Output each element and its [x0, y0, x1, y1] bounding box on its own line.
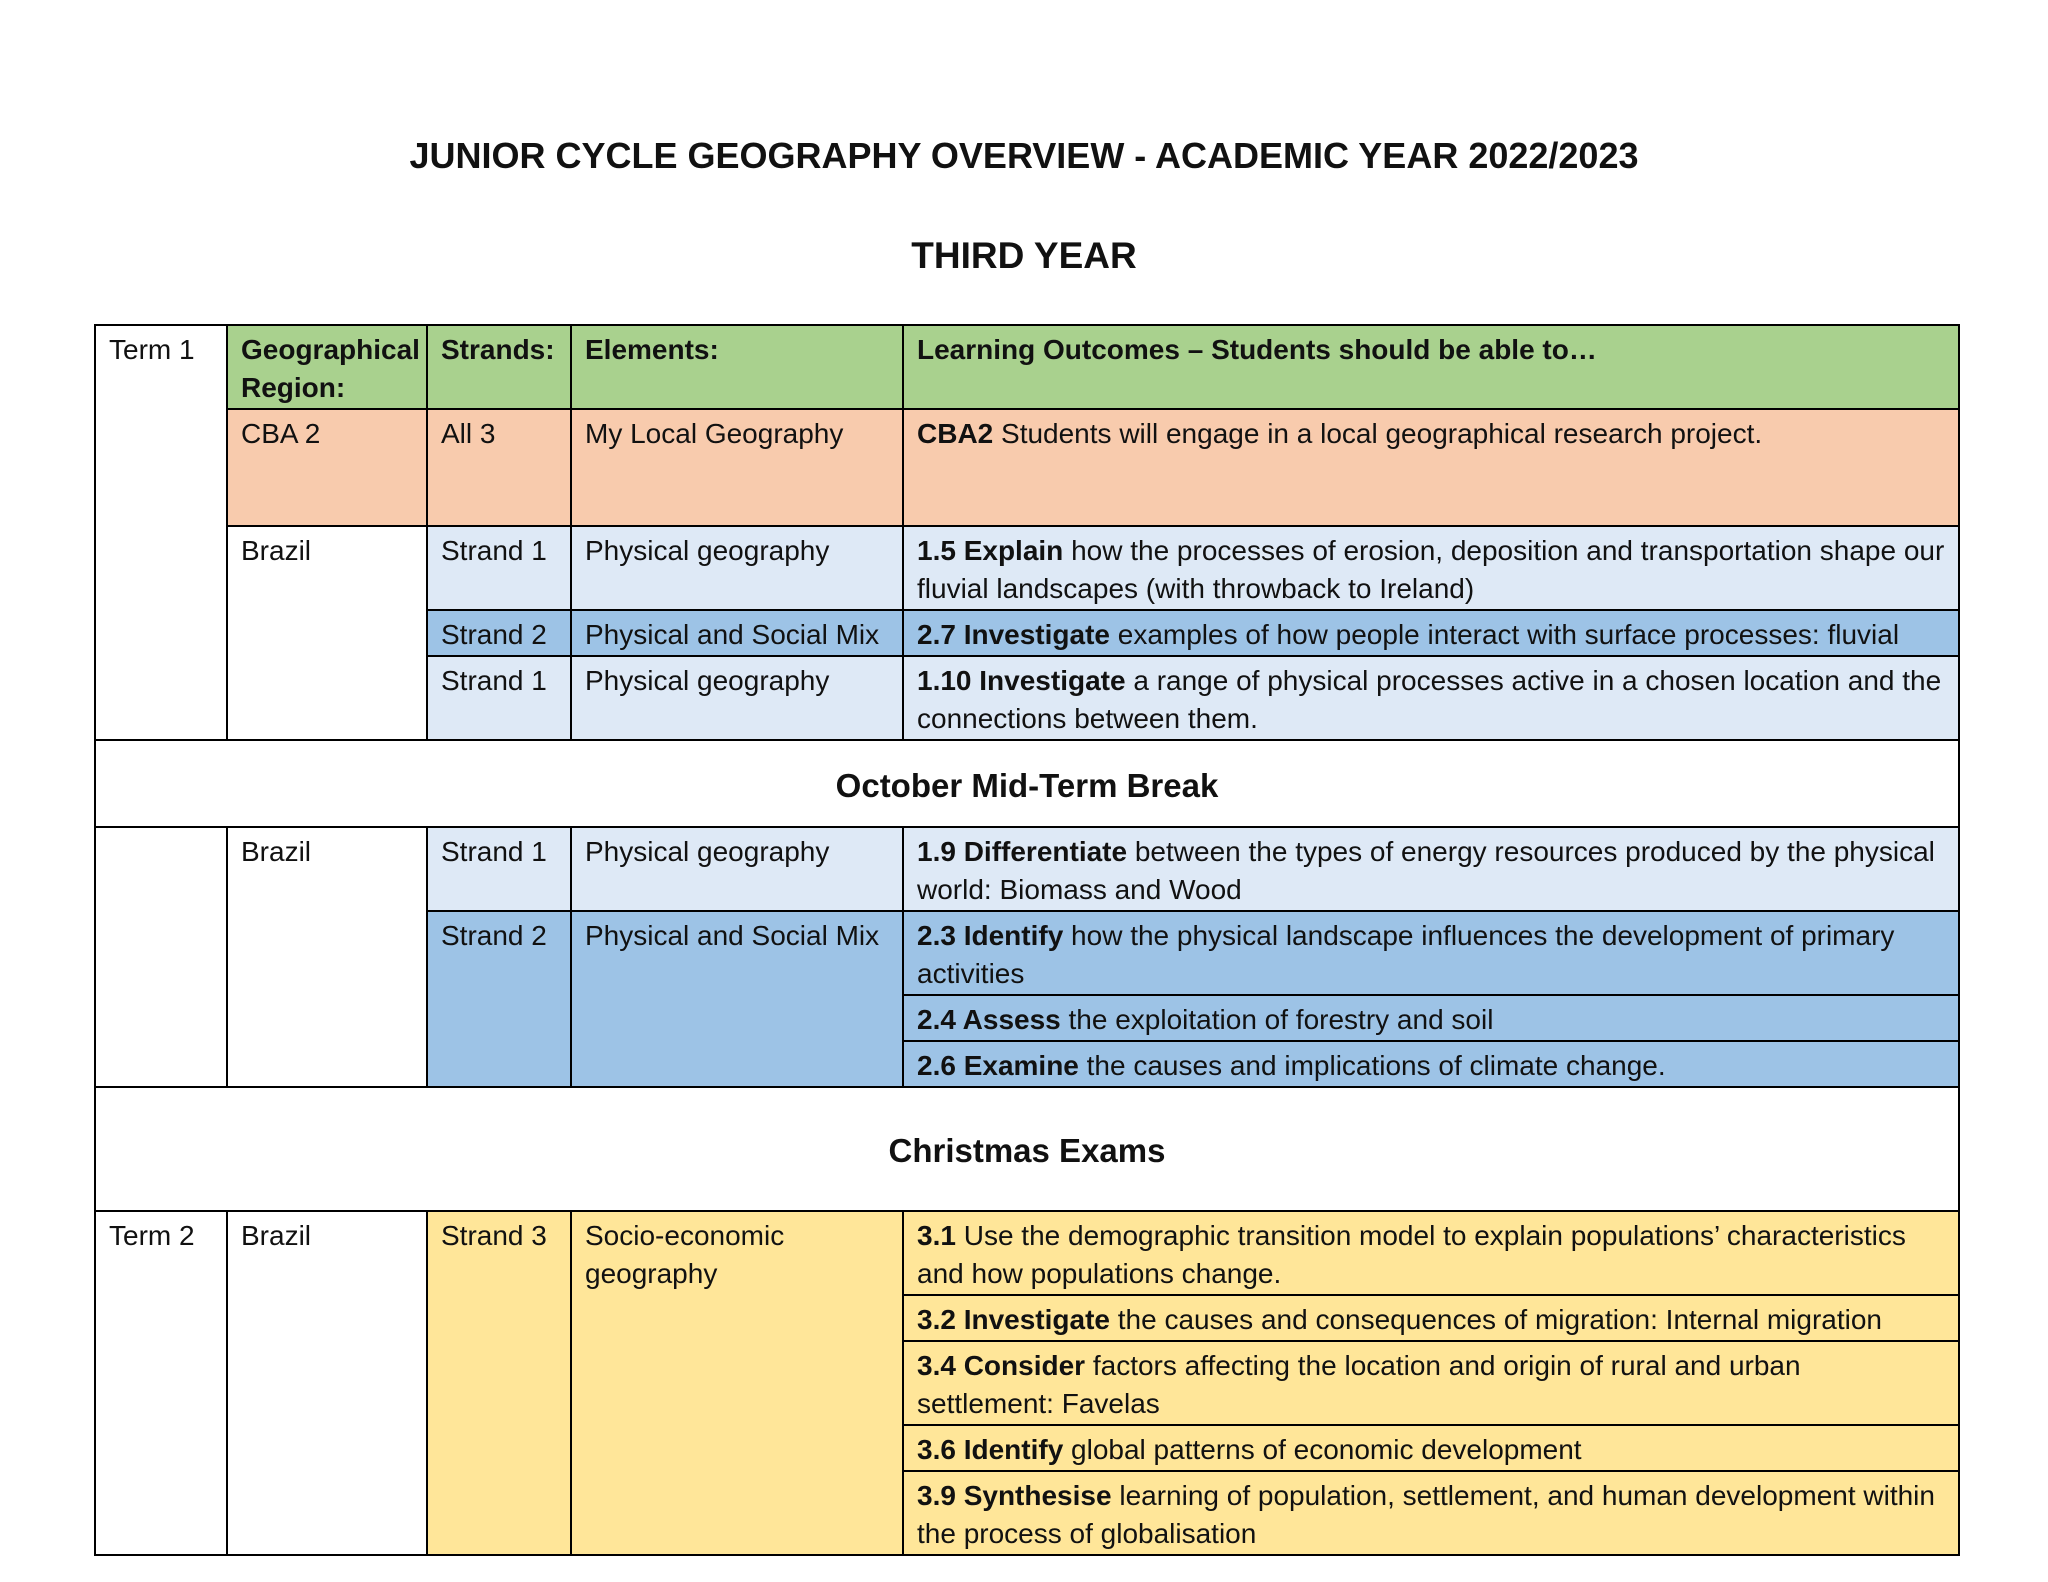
outcome-code: 3.4 Consider [917, 1350, 1086, 1381]
outcome-text: the causes and implications of climate change. [1078, 1050, 1666, 1081]
outcome-code: 3.9 Synthesise [917, 1480, 1112, 1511]
outcome-cell [903, 409, 1959, 526]
region-cell: Brazil [227, 1211, 427, 1555]
term-2-cell: Term 2 [95, 1211, 227, 1555]
outcome-code: 1.10 Investigate [917, 665, 1126, 696]
outcome-cell [903, 911, 1959, 995]
outcome-cell [903, 1211, 1959, 1295]
break-row [95, 1087, 1959, 1211]
header-strands: Strands: [427, 325, 571, 409]
outcome-code: 2.4 Assess [917, 1004, 1061, 1035]
outcome-text: the exploitation of forestry and soil [1060, 1004, 1494, 1035]
outcome-cell [903, 827, 1959, 911]
outcome-code: 1.5 Explain [917, 535, 1064, 566]
table-row [95, 526, 1959, 610]
strand-cell: Strand 1 [427, 827, 571, 911]
element-cell: Physical and Social Mix [571, 610, 903, 656]
region-cell: CBA 2 [227, 409, 427, 526]
strand-cell: Strand 3 [427, 1211, 571, 1555]
october-break-label: October Mid-Term Break [95, 740, 1959, 827]
region-cell: Brazil [227, 827, 427, 1087]
element-cell: Physical geography [571, 656, 903, 740]
outcome-text: Students will engage in a local geographical research project. [993, 418, 1763, 449]
outcome-code: 1.9 Differentiate [917, 836, 1128, 867]
outcome-text: examples of how people interact with surface processes: fluvial [1109, 619, 1900, 650]
outcome-cell [903, 1341, 1959, 1425]
element-cell: Physical geography [571, 827, 903, 911]
outcome-cell [903, 995, 1959, 1041]
outcome-text: a range of physical processes active in a chosen location and the connections between them. [917, 665, 1942, 734]
outcome-code: 3.2 Investigate [917, 1304, 1110, 1335]
break-row [95, 740, 1959, 827]
element-cell: My Local Geography [571, 409, 903, 526]
header-outcomes: Learning Outcomes – Students should be able to… [903, 325, 1959, 409]
outcome-cell [903, 1425, 1959, 1471]
outcome-text: between the types of energy resources produced by the physical world: Biomass and Wood [917, 836, 1935, 905]
outcome-text: global patterns of economic development [1063, 1434, 1582, 1465]
header-region: Geographical Region: [227, 325, 427, 409]
outcome-code: CBA2 [917, 418, 994, 449]
table-row [95, 409, 1959, 526]
table-row [95, 1211, 1959, 1295]
outcome-text: factors affecting the location and origin of rural and urban settlement: Favelas [917, 1350, 1801, 1419]
element-cell: Physical geography [571, 526, 903, 610]
strand-cell: Strand 1 [427, 656, 571, 740]
overview-table [94, 324, 1960, 1556]
outcome-code: 2.6 Examine [917, 1050, 1079, 1081]
outcome-text: the causes and consequences of migration: Internal migration [1109, 1304, 1882, 1335]
element-cell: Physical and Social Mix [571, 911, 903, 1087]
outcome-cell [903, 1471, 1959, 1555]
outcome-code: 3.1 [917, 1220, 956, 1251]
strand-cell: Strand 2 [427, 911, 571, 1087]
element-cell: Socio-economic geography [571, 1211, 903, 1555]
page-title: JUNIOR CYCLE GEOGRAPHY OVERVIEW - ACADEMIC YEAR 2022/2023 [409, 135, 1639, 176]
page-subtitle: THIRD YEAR [911, 235, 1137, 276]
outcome-code: 2.7 Investigate [917, 619, 1110, 650]
strand-cell: Strand 2 [427, 610, 571, 656]
outcome-cell [903, 656, 1959, 740]
outcome-cell [903, 610, 1959, 656]
term-1-cell: Term 1 [95, 325, 227, 740]
header-row [95, 325, 1959, 409]
strand-cell: Strand 1 [427, 526, 571, 610]
outcome-text: how the physical landscape influences the development of primary activities [917, 920, 1895, 989]
outcome-cell [903, 1295, 1959, 1341]
header-elements: Elements: [571, 325, 903, 409]
outcome-text: learning of population, settlement, and human development within the process of globalisation [917, 1480, 1935, 1549]
term-cell [95, 827, 227, 1087]
outcome-code: 2.3 Identify [917, 920, 1064, 951]
outcome-text: Use the demographic transition model to explain populations’ characteristics and how populations change. [917, 1220, 1906, 1289]
region-cell: Brazil [227, 526, 427, 740]
outcome-cell [903, 526, 1959, 610]
table-row [95, 827, 1959, 911]
outcome-text: how the processes of erosion, deposition and transportation shape our fluvial landscapes (with throwback to Ireland) [917, 535, 1945, 604]
christmas-exams-label: Christmas Exams [95, 1087, 1959, 1211]
outcome-code: 3.6 Identify [917, 1434, 1064, 1465]
strand-cell: All 3 [427, 409, 571, 526]
outcome-cell [903, 1041, 1959, 1087]
